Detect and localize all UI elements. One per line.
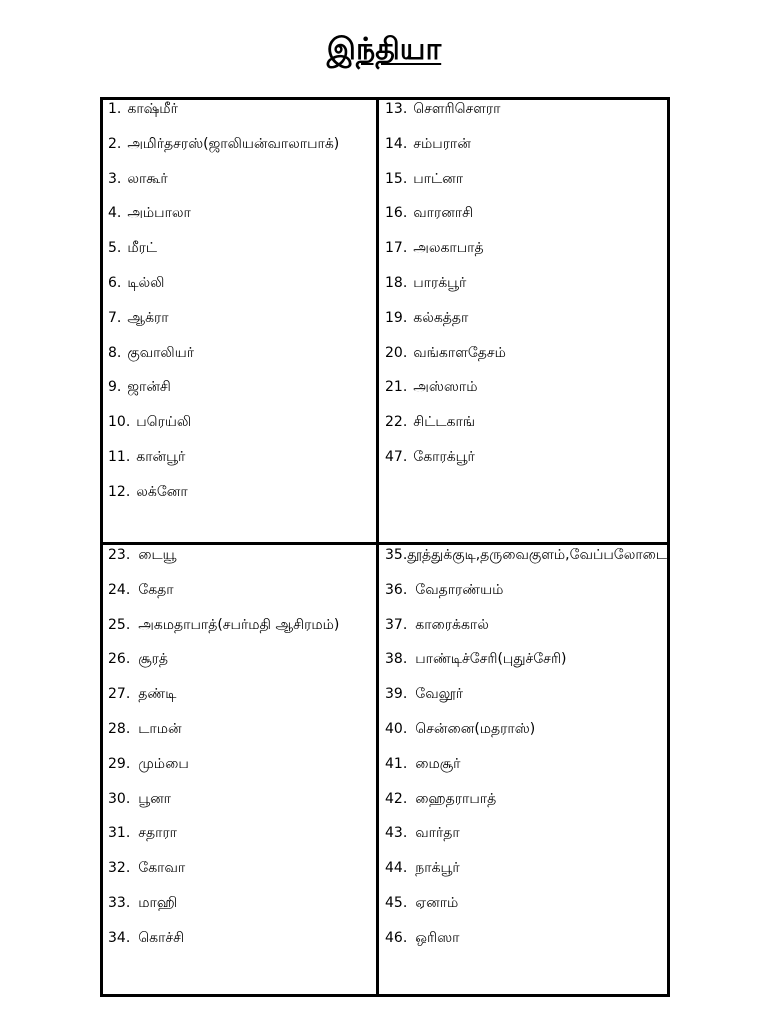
cell-bottom-left: [108, 546, 374, 964]
place-name: ஒரிஸா: [415, 929, 460, 946]
item-number: 23.: [108, 547, 131, 563]
item-number: 37.: [385, 616, 408, 633]
place-name: பாரக்பூர்: [413, 274, 467, 291]
list-item: [385, 100, 667, 135]
item-number: 6.: [108, 274, 122, 291]
place-name: அம்பாலா: [127, 205, 191, 222]
list-item: [108, 616, 374, 651]
list-item: [385, 274, 667, 309]
place-name: சம்பரான்: [413, 135, 471, 152]
item-number: 24.: [108, 581, 131, 598]
place-name: சிட்டகாங்: [413, 414, 476, 431]
page-title: இந்தியா: [326, 32, 442, 67]
item-number: 34.: [108, 929, 131, 946]
cell-bottom-right: [385, 546, 667, 964]
place-name: பரெய்லி: [136, 414, 192, 431]
item-number: 45.: [385, 894, 408, 911]
list-item: [108, 685, 374, 720]
list-item: [108, 344, 374, 379]
item-number: 33.: [108, 894, 131, 911]
list-item: [385, 894, 667, 929]
place-name: மைசூர்: [415, 755, 461, 772]
item-number: 46.: [385, 929, 408, 946]
place-name: டையூ: [138, 547, 177, 563]
place-name: நாக்பூர்: [415, 860, 460, 877]
place-name: சௌரிசௌரா: [413, 101, 501, 117]
list-item: [385, 309, 667, 344]
place-name: லாகூர்: [127, 170, 168, 187]
place-name: மாஹி: [138, 894, 178, 911]
list-item: [108, 929, 374, 964]
list-item: [385, 413, 667, 448]
item-number: 19.: [385, 309, 408, 326]
item-number: 21.: [385, 379, 408, 396]
list-item: [385, 344, 667, 379]
list-item: [385, 448, 667, 483]
list-item: [385, 790, 667, 825]
list-item: [108, 100, 374, 135]
list-item: [385, 650, 667, 685]
item-number: 36.: [385, 581, 408, 598]
item-number: 26.: [108, 651, 131, 668]
place-name: ஹைதராபாத்: [415, 790, 497, 807]
place-name: சதாரா: [138, 825, 177, 842]
list-item: [385, 616, 667, 651]
item-number: 31.: [108, 825, 131, 842]
item-number: 14.: [385, 135, 408, 152]
list-item: [385, 239, 667, 274]
place-name: மும்பை: [138, 755, 189, 772]
column-divider: [376, 97, 379, 997]
list-item: [108, 448, 374, 483]
place-name: கோவா: [138, 860, 186, 877]
list-item: [108, 720, 374, 755]
place-name: அஸ்ஸாம்: [413, 379, 478, 396]
place-name: வேலூர்: [415, 686, 464, 703]
item-number: 44.: [385, 860, 408, 877]
place-name: பூனா: [138, 790, 171, 807]
item-number: 35.: [385, 547, 408, 563]
item-number: 40.: [385, 720, 408, 737]
item-number: 27.: [108, 686, 131, 703]
item-number: 20.: [385, 344, 408, 361]
list-item: [108, 413, 374, 448]
list-item: [108, 790, 374, 825]
list-item: [385, 929, 667, 964]
list-item: [385, 685, 667, 720]
place-name: டாமன்: [138, 720, 182, 737]
list-item: [108, 859, 374, 894]
place-name: கான்பூர்: [136, 448, 186, 465]
item-number: 17.: [385, 240, 408, 257]
place-name: காரைக்கால்: [415, 616, 489, 633]
item-number: 7.: [108, 309, 122, 326]
list-item: [108, 581, 374, 616]
place-name: அமிர்தசரஸ்(ஜாலியன்வாலாபாக்): [127, 135, 340, 152]
place-name: வங்காளதேசம்: [413, 344, 506, 361]
item-number: 28.: [108, 720, 131, 737]
item-number: 43.: [385, 825, 408, 842]
item-number: 38.: [385, 651, 408, 668]
place-name: கேதா: [138, 581, 174, 598]
place-name: தண்டி: [138, 686, 177, 703]
list-item: [385, 546, 667, 581]
item-number: 18.: [385, 274, 408, 291]
place-name: குவாலியர்: [127, 344, 195, 361]
list-item: [385, 581, 667, 616]
list-item: [108, 135, 374, 170]
item-number: 29.: [108, 755, 131, 772]
item-number: 30.: [108, 790, 131, 807]
list-item: [385, 378, 667, 413]
item-number: 10.: [108, 414, 131, 431]
place-name: லக்னோ: [136, 483, 188, 500]
list-item: [385, 135, 667, 170]
item-number: 42.: [385, 790, 408, 807]
item-number: 16.: [385, 205, 408, 222]
list-item: [108, 894, 374, 929]
place-name: கல்கத்தா: [413, 309, 469, 326]
item-number: 32.: [108, 860, 131, 877]
list-item: [385, 755, 667, 790]
place-name: பாட்னா: [413, 170, 464, 187]
item-number: 39.: [385, 686, 408, 703]
list-item: [385, 720, 667, 755]
list-item: [108, 755, 374, 790]
place-name: டில்லி: [127, 274, 165, 291]
item-number: 11.: [108, 448, 131, 465]
place-name: கொச்சி: [138, 929, 185, 946]
list-item: [108, 204, 374, 239]
list-item: [385, 204, 667, 239]
place-name: அகமதாபாத்(சபர்மதி ஆசிரமம்): [138, 616, 340, 633]
place-name: ஆக்ரா: [127, 309, 169, 326]
item-number: 9.: [108, 379, 122, 396]
place-name: ஜான்சி: [127, 379, 171, 396]
item-number: 8.: [108, 344, 122, 361]
item-number: 47.: [385, 448, 408, 465]
list-item: [108, 483, 374, 518]
item-number: 2.: [108, 135, 122, 152]
row-divider: [100, 542, 670, 545]
list-item: [108, 309, 374, 344]
place-name: காஷ்மீர்: [127, 101, 178, 117]
list-item: [108, 274, 374, 309]
list-item: [108, 650, 374, 685]
item-number: 15.: [385, 170, 408, 187]
list-item: [385, 859, 667, 894]
place-name: அலகாபாத்: [413, 240, 484, 257]
list-item: [385, 170, 667, 205]
item-number: 41.: [385, 755, 408, 772]
place-name: சூரத்: [138, 651, 169, 668]
place-name: மீரட்: [127, 240, 158, 257]
list-item: [108, 546, 374, 581]
item-number: 5.: [108, 240, 122, 257]
place-name: ஏனாம்: [415, 894, 459, 911]
place-name: கோரக்பூர்: [413, 448, 475, 465]
list-item: [108, 239, 374, 274]
item-number: 12.: [108, 483, 131, 500]
item-number: 22.: [385, 414, 408, 431]
place-name: பாண்டிச்சேரி(புதுச்சேரி): [415, 651, 567, 668]
item-number: 13.: [385, 101, 408, 117]
cell-top-right: [385, 100, 667, 483]
place-name: வார்தா: [415, 825, 460, 842]
item-number: 4.: [108, 205, 122, 222]
list-item: [108, 378, 374, 413]
place-name: தூத்துக்குடி,தருவைகுளம்,வேப்பலோடை: [407, 547, 668, 563]
place-name: வேதாரண்யம்: [415, 581, 504, 598]
list-item: [108, 824, 374, 859]
place-name: சென்னை(மதராஸ்): [415, 720, 536, 737]
item-number: 25.: [108, 616, 131, 633]
item-number: 1.: [108, 101, 122, 117]
place-name: வாரனாசி: [413, 205, 474, 222]
list-item: [385, 824, 667, 859]
list-item: [108, 170, 374, 205]
cell-top-left: [108, 100, 374, 518]
item-number: 3.: [108, 170, 122, 187]
